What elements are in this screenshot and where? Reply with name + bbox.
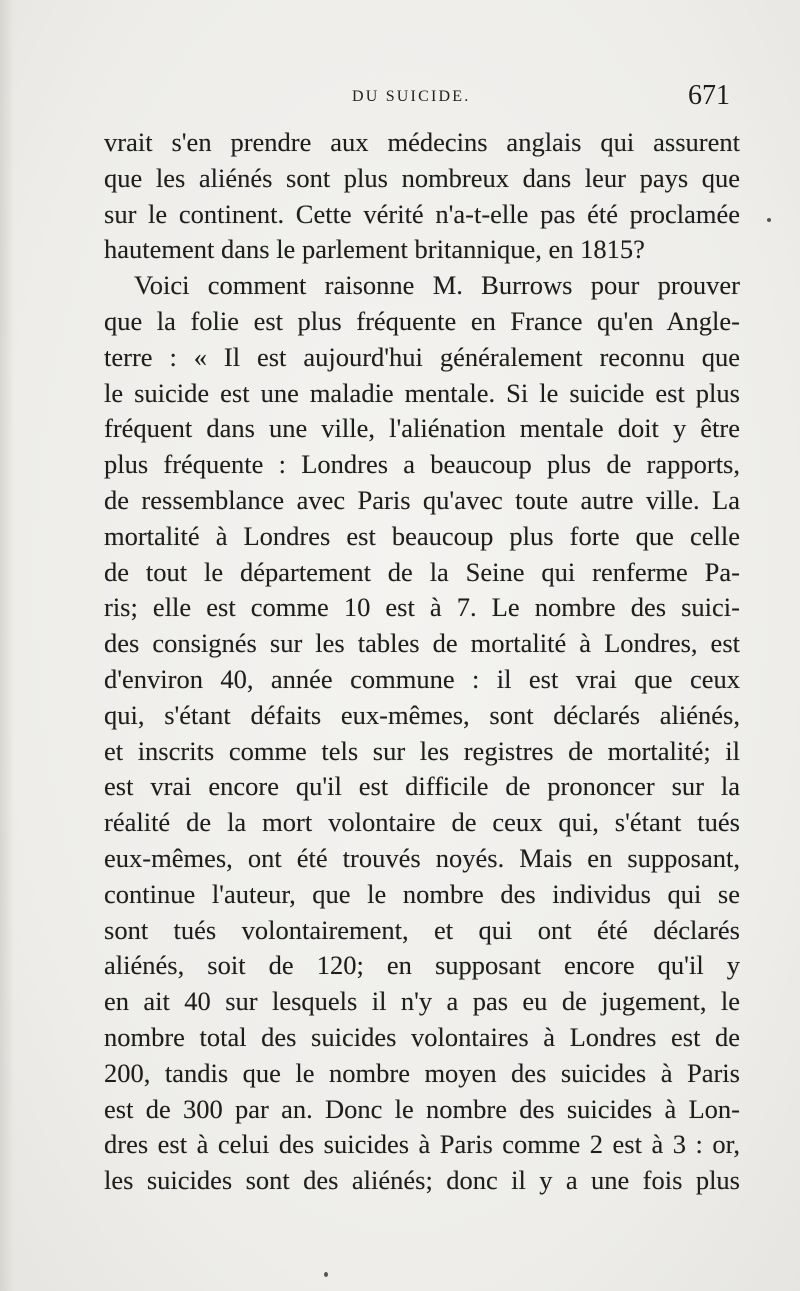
- body-text: [104, 125, 740, 1199]
- text-line: mortalité à Londres est beaucoup plus forte que celle: [104, 520, 740, 551]
- text-line: des consignés sur les tables de mortalité à Londres, est: [104, 628, 740, 659]
- text-line: 200, tandis que le nombre moyen des suicides à Paris: [104, 1057, 740, 1088]
- text-line: que la folie est plus fréquente en France qu'en Angle-: [104, 305, 740, 336]
- text-line: et inscrits comme tels sur les registres de mortalité; il: [104, 735, 740, 766]
- text-line: est de 300 par an. Donc le nombre des suicides à Lon-: [104, 1093, 740, 1124]
- page-number: 671: [688, 80, 730, 111]
- text-line: dres est à celui des suicides à Paris comme 2 est à 3 : or,: [104, 1129, 740, 1160]
- text-line: aliénés, soit de 120; en supposant encore qu'il y: [104, 950, 740, 981]
- text-line: le suicide est une maladie mentale. Si le suicide est plus: [104, 377, 740, 408]
- text-line: les suicides sont des aliénés; donc il y a une fois plus: [104, 1165, 740, 1196]
- ink-speck: [324, 1272, 328, 1277]
- text-line: de tout le département de la Seine qui renferme Pa-: [104, 556, 740, 587]
- running-head: [0, 80, 800, 114]
- text-line: sur le continent. Cette vérité n'a-t-elle pas été proclamée: [104, 198, 740, 229]
- ink-speck: [767, 218, 771, 222]
- text-line: qui, s'étant défaits eux-mêmes, sont déclarés aliénés,: [104, 699, 740, 730]
- page-gutter-shadow: [0, 0, 14, 1291]
- text-line: ris; elle est comme 10 est à 7. Le nombre des suici-: [104, 592, 740, 623]
- text-line: nombre total des suicides volontaires à Londres est de: [104, 1021, 740, 1052]
- text-line: vrait s'en prendre aux médecins anglais qui assurent: [104, 127, 740, 157]
- text-line: sont tués volontairement, et qui ont été déclarés: [104, 914, 740, 945]
- text-line: eux-mêmes, ont été trouvés noyés. Mais en supposant,: [104, 842, 740, 873]
- text-line: terre : « Il est aujourd'hui généralement reconnu que: [104, 341, 740, 372]
- text-line: de ressemblance avec Paris qu'avec toute autre ville. La: [104, 484, 740, 515]
- text-line: réalité de la mort volontaire de ceux qui, s'étant tués: [104, 807, 740, 838]
- text-line: hautement dans le parlement britannique, en 1815?: [104, 234, 645, 265]
- text-line: continue l'auteur, que le nombre des individus qui se: [104, 878, 740, 909]
- running-title: DU SUICIDE.: [352, 88, 471, 105]
- text-line: est vrai encore qu'il est difficile de prononcer sur la: [104, 771, 740, 802]
- text-line: que les aliénés sont plus nombreux dans leur pays que: [104, 162, 740, 193]
- text-line: fréquent dans une ville, l'aliénation mentale doit y être: [104, 413, 740, 444]
- text-line: d'environ 40, année commune : il est vrai que ceux: [104, 663, 740, 694]
- text-line: en ait 40 sur lesquels il n'y a pas eu de jugement, le: [104, 986, 740, 1017]
- text-line: Voici comment raisonne M. Burrows pour prouver: [134, 270, 740, 301]
- text-line: plus fréquente : Londres a beaucoup plus de rapports,: [104, 449, 740, 480]
